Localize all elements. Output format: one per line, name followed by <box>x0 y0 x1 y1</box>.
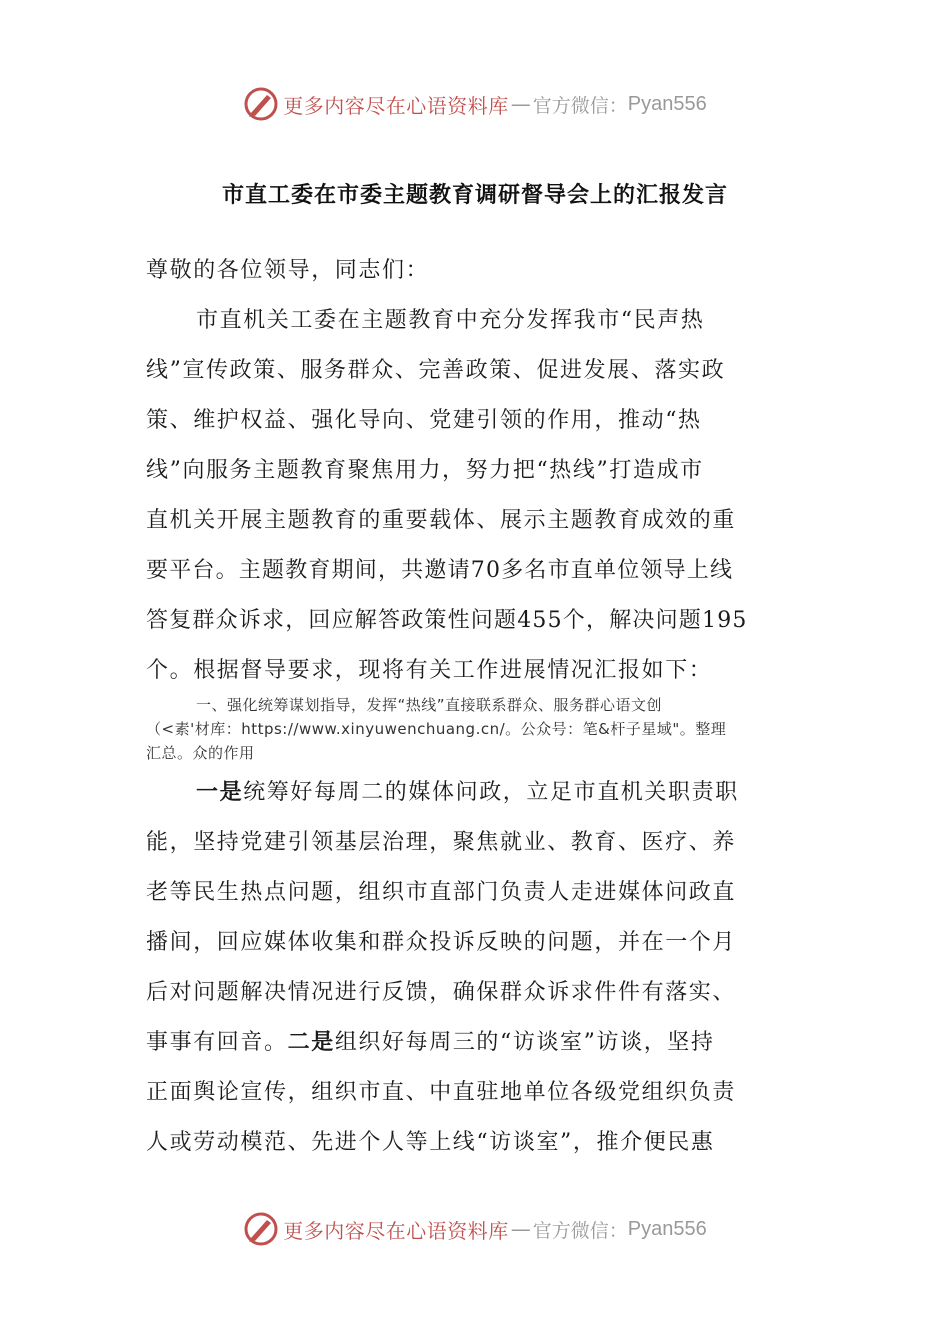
note-line: （<素'材库：https://www.xinyuwenchuang.cn/。公众号：笔&杆子星域"。整理 <box>146 720 727 738</box>
paragraph-line: 要平台。主题教育期间，共邀请70多名市直单位领导上线 <box>146 558 734 583</box>
paragraph-line: 正面舆论宣传，组织市直、中直驻地单位各级党组织负责 <box>146 1080 737 1105</box>
note-line: 一、强化统筹谋划指导，发挥“热线”直接联系群众、服务群心语文创 <box>196 696 663 714</box>
note-line: 汇总。众的作用 <box>146 744 255 762</box>
salutation: 尊敬的各位领导，同志们： <box>146 258 430 283</box>
source-note <box>146 693 806 765</box>
promo-separator: — <box>510 92 531 116</box>
paragraph-line: 老等民生热点问题，组织市直部门负责人走进媒体问政直 <box>146 880 737 905</box>
promo-text: 更多内容尽在心语资料库 <box>283 93 509 118</box>
paragraph-text: 统筹好每周二的媒体问政，立足市直机关职责职 <box>243 780 739 805</box>
document-title: 市直工委在市委主题教育调研督导会上的汇报发言 <box>221 183 728 208</box>
paragraph-line <box>146 768 806 818</box>
paragraph-line: 答复群众诉求，回应解答政策性问题455个，解决问题195 <box>146 608 748 633</box>
paragraph-line: 市直机关工委在主题教育中充分发挥我市“民声热 <box>196 308 705 333</box>
wechat-label: 官方微信： <box>532 94 628 117</box>
paragraph-line: 直机关开展主题教育的重要载体、展示主题教育成效的重 <box>146 508 737 533</box>
paragraph-line: 能，坚持党建引领基层治理，聚焦就业、教育、医疗、养 <box>146 830 737 855</box>
wechat-id: Pyan556 <box>627 1217 707 1240</box>
paragraph-line: 个。根据督导要求，现将有关工作进展情况汇报如下： <box>146 658 713 683</box>
promo-separator: — <box>510 1217 531 1241</box>
wechat-label: 官方微信： <box>532 1219 628 1242</box>
section-one-paragraph <box>146 768 806 1168</box>
paragraph-line: 人或劳动模范、先进个人等上线“访谈室”，推介便民惠 <box>146 1130 715 1155</box>
paragraph-line: 策、维护权益、强化导向、党建引领的作用，推动“热 <box>146 408 702 433</box>
paragraph-line: 线”宣传政策、服务群众、完善政策、促进发展、落实政 <box>146 358 726 383</box>
pen-logo-icon <box>243 86 279 122</box>
paragraph-line <box>146 1018 806 1068</box>
point-marker: 一是 <box>196 780 244 805</box>
promo-text: 更多内容尽在心语资料库 <box>283 1218 509 1243</box>
paragraph-line: 播间，回应媒体收集和群众投诉反映的问题，并在一个月 <box>146 930 737 955</box>
paragraph-text: 组织好每周三的“访谈室”访谈，坚持 <box>334 1030 715 1055</box>
intro-paragraph <box>146 296 806 696</box>
header-banner <box>0 82 950 126</box>
pen-logo-icon <box>243 1211 279 1247</box>
footer-banner <box>0 1207 950 1251</box>
paragraph-line: 后对问题解决情况进行反馈，确保群众诉求件件有落实、 <box>146 980 737 1005</box>
paragraph-line: 线”向服务主题教育聚焦用力，努力把“热线”打造成市 <box>146 458 704 483</box>
wechat-id: Pyan556 <box>627 92 707 115</box>
point-marker: 二是 <box>287 1030 335 1055</box>
paragraph-text: 事事有回音。 <box>146 1030 288 1055</box>
